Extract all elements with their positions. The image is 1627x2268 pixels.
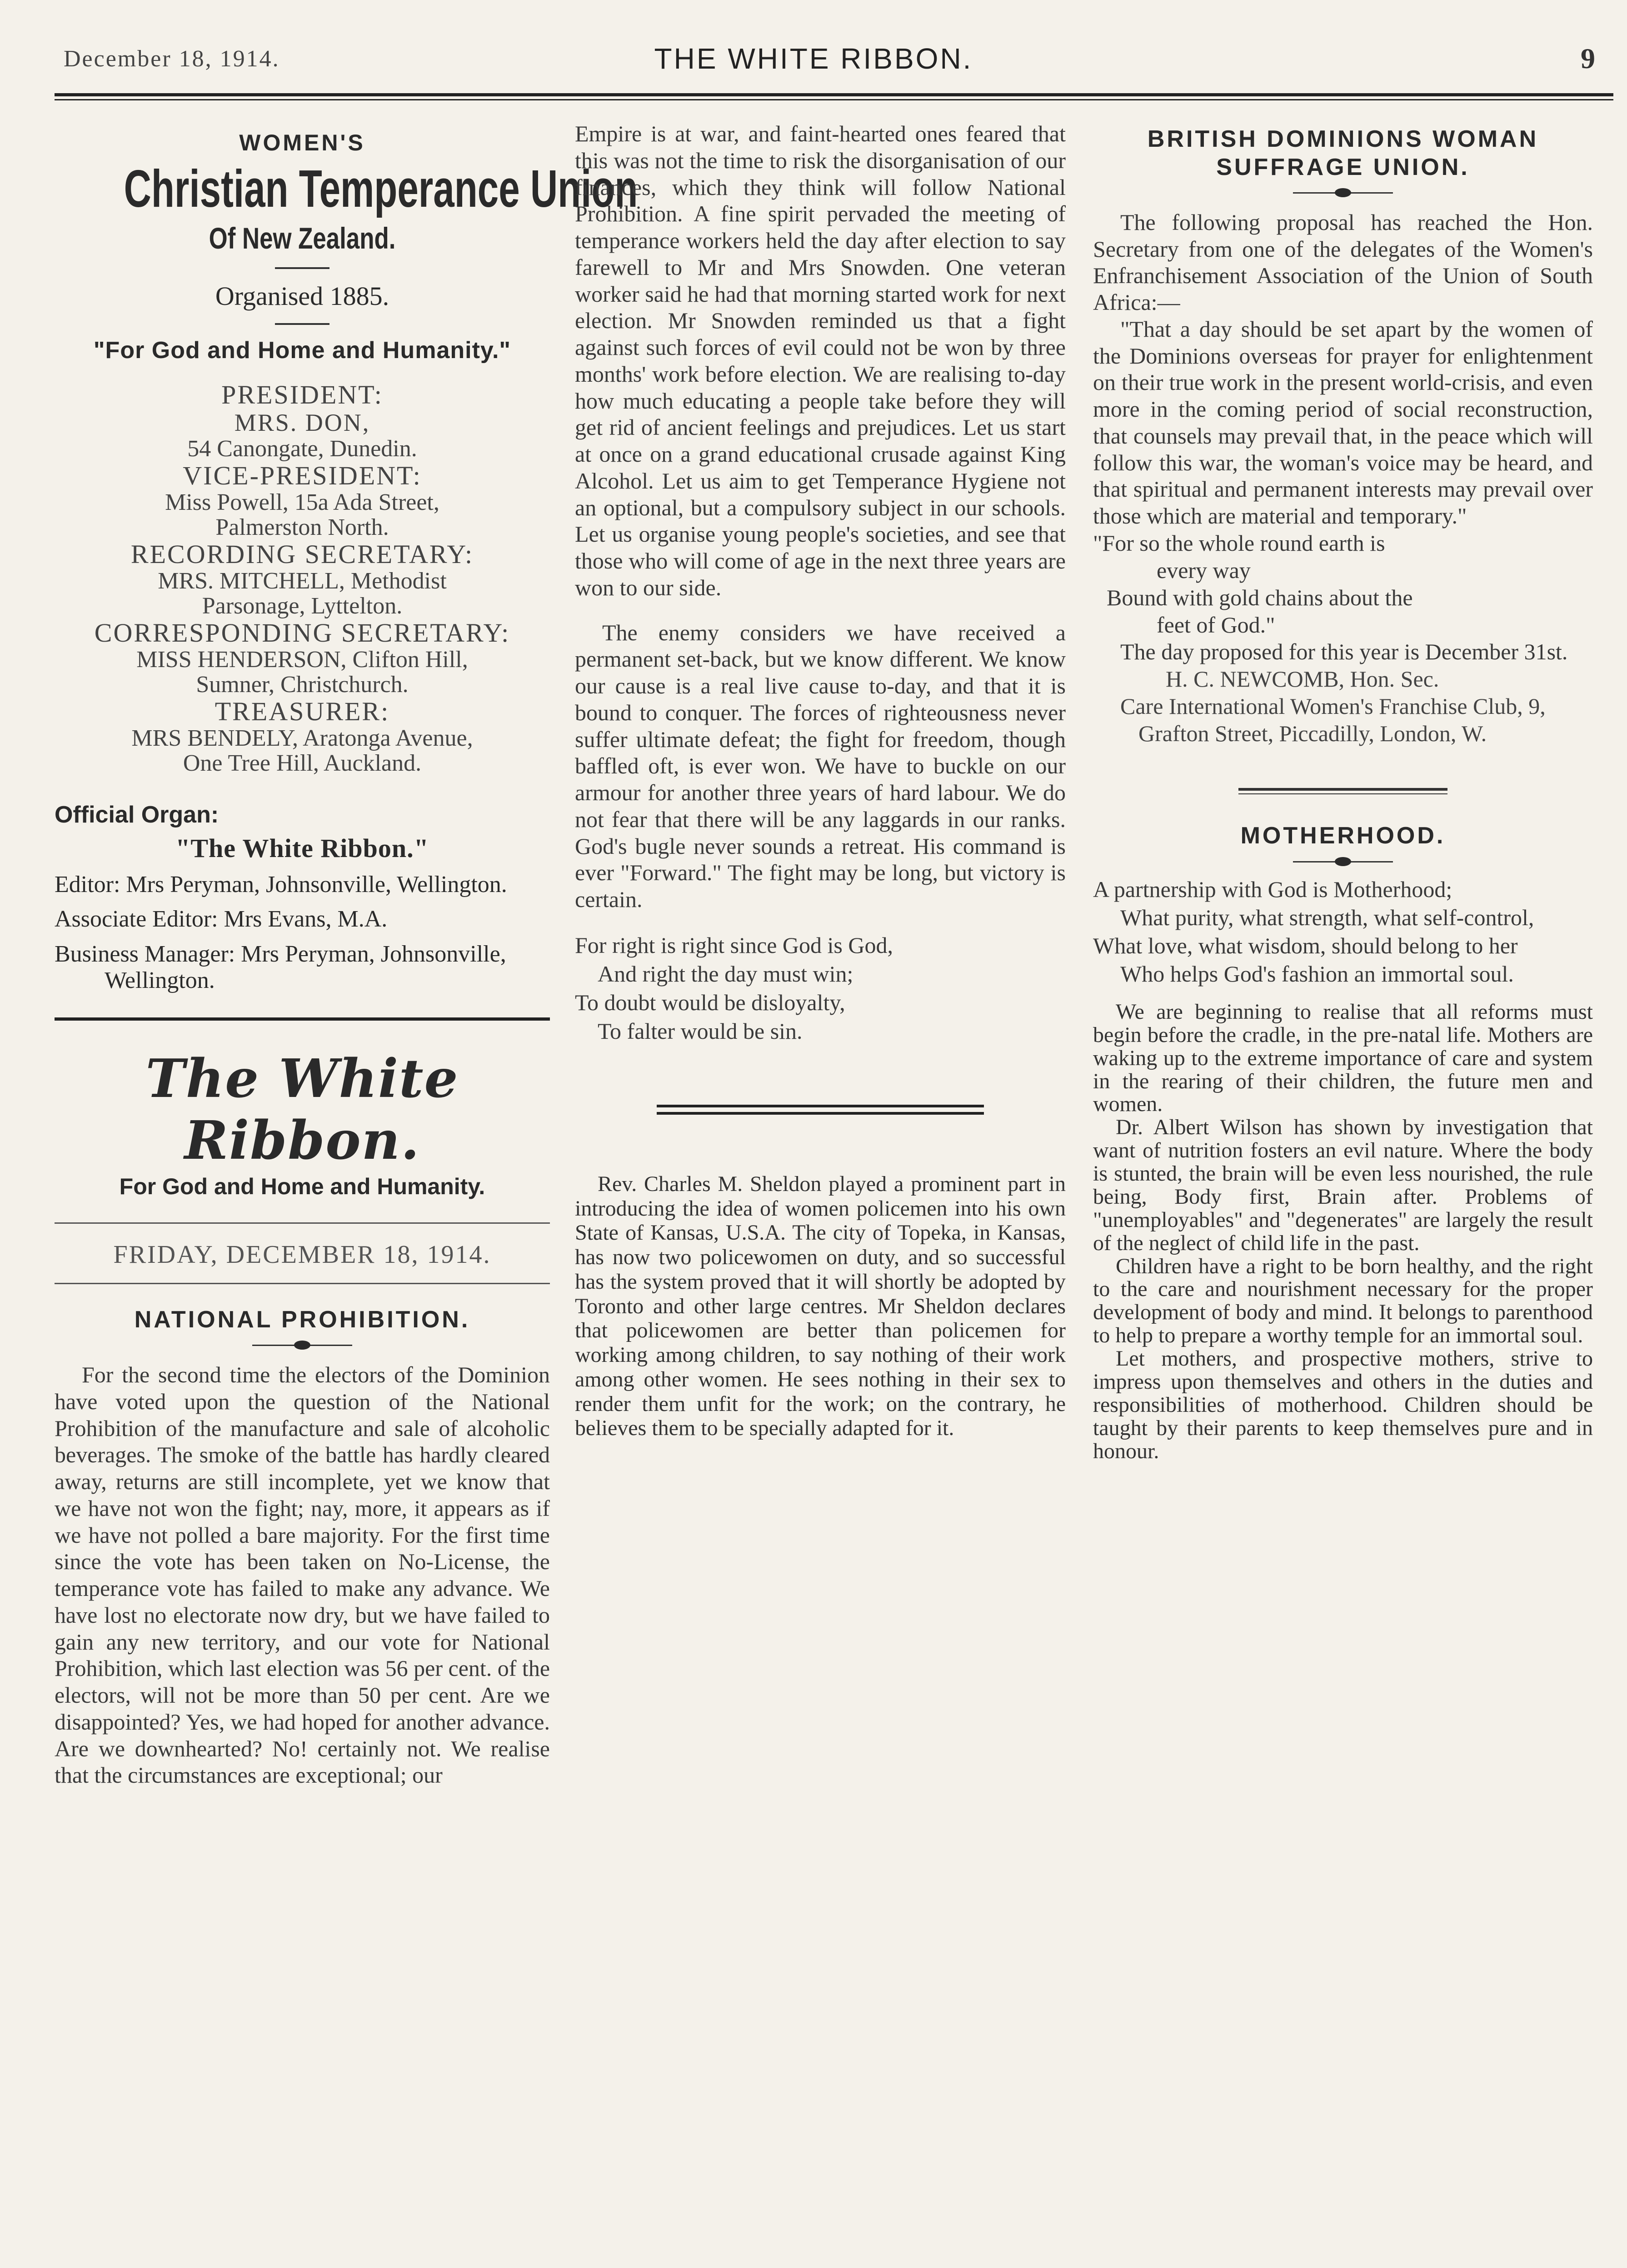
divider: [275, 267, 329, 269]
divider: [275, 323, 329, 325]
corresponding-secretary-title: CORRESPONDING SECRETARY:: [94, 618, 510, 648]
article-paragraph: The following proposal has reached the Hon. Secretary from one of the delegates of the Women's Enfranchisement Association of the Union of South Africa:—: [1093, 209, 1593, 315]
masthead-motto: For God and Home and Humanity.: [119, 1174, 485, 1200]
motherhood-title: MOTHERHOOD.: [1240, 822, 1446, 849]
article-paragraph: For the second time the electors of the Dominion have voted upon the question of the National Prohibition of the manufacture and sale of alcoholic beverages. The smoke of the battle has hardly cleared away, returns are still incomplete, yet we know that we have not won the fight; nay, more, it appears as if we have not polled a bare majority. For the first time since the vote has been taken on No-License, the temperance vote has failed to make any advance. We have lost no electorate now dry, but we have failed to gain any new territory, and our vote for National Prohibition, which last election was 56 per cent. of the electors, will not be more than 50 per cent. Are we disappointed? Yes, we had hoped for another advance. Are we downhearted? No! certainly not. We realise that the circumstances are exceptional; our: [55, 1362, 550, 1788]
article-continued: [575, 120, 1066, 913]
suffrage-date: [1093, 638, 1593, 665]
treasurer-name: MRS BENDELY, Aratonga Avenue,: [131, 725, 473, 751]
article-paragraph: Children have a right to be born healthy, and the right to the care and nourishment necessary for the proper development of body and mind. It belongs to parenthood to help to prepare a worthy temple for an immortal soul.: [1093, 1254, 1593, 1348]
treasurer-title: TREASURER:: [215, 697, 390, 727]
verse-line: To doubt would be disloyalty,: [575, 989, 845, 1015]
article-paragraph: Dr. Albert Wilson has shown by investigation that want of nutrition fosters an evil nature. Where the body is stunted, the brain will be even less nourished, the rule being, Body first, Brain after. Problems of "unemployables" and "degenerates" are largely the result of the neglect of child life in the past.: [1093, 1115, 1593, 1255]
ornament-icon: [252, 1341, 352, 1350]
official-organ-name: "The White Ribbon.": [175, 833, 429, 863]
recording-secretary-address: Parsonage, Lyttelton.: [202, 593, 403, 619]
poem-line: What purity, what strength, what self-control,: [1120, 904, 1534, 930]
divider: [55, 1283, 550, 1284]
article-paragraph: We are beginning to realise that all reforms must begin before the cradle, in the pre-natal life. Mothers are waking up to the extreme importance of care and system in the rearing of their children, the future men and women.: [1093, 999, 1593, 1117]
president-title: PRESIDENT:: [221, 380, 383, 410]
poem-line: What love, what wisdom, should belong to her: [1093, 932, 1518, 958]
suffrage-title-1: BRITISH DOMINIONS WOMAN: [1147, 126, 1539, 152]
page-number: 9: [1581, 42, 1595, 75]
issue-date: December 18, 1914.: [64, 46, 280, 72]
editor-line: Editor: Mrs Peryman, Johnsonville, Wellington.: [55, 872, 507, 898]
president-name: MRS. DON,: [234, 409, 370, 437]
article-body: [55, 1361, 550, 1789]
ornament-icon: [1293, 188, 1393, 197]
article-paragraph: "That a day should be set apart by the women of the Dominions overseas for prayer for enlightenment on their true work in the present world-crisis, and even more in the coming period of social reconstruction, that counsels may prevail that, in the peace which will follow this war, the woman's voice may be heard, and that spiritual and permanent interests may prevail over those which are material and temporary.": [1093, 316, 1593, 529]
paper-title: THE WHITE RIBBON.: [654, 42, 973, 75]
verse-line: To falter would be sin.: [598, 1018, 803, 1044]
verse-line: every way: [1157, 557, 1251, 583]
official-organ-label: Official Organ:: [55, 802, 219, 828]
treasurer-address: One Tree Hill, Auckland.: [183, 750, 422, 776]
ornament-icon: [1293, 857, 1393, 866]
masthead: The White Ribbon.: [145, 1048, 459, 1172]
motherhood-poem: [1093, 878, 1593, 985]
motherhood-body: [1093, 1001, 1593, 1463]
suffrage-body: [1093, 209, 1593, 529]
article-paragraph: Rev. Charles M. Sheldon played a prominent part in introducing the idea of women policemen into his own State of Kansas, U.S.A. The city of Topeka, in Kansas, has now two policewomen on duty, and so successful has the system proved that it will shortly be adopted by Toronto and other large centres. Mr Sheldon declares that policewomen are better than policemen for working among children, to say nothing of their work among other women. He sees nothing in their sex to render them unfit for the work; on the contrary, he believes them to be specially adapted for it.: [575, 1171, 1066, 1441]
column-2: [575, 120, 1066, 1441]
org-line-3: Of New Zealand.: [209, 221, 396, 255]
dateline: FRIDAY, DECEMBER 18, 1914.: [113, 1241, 491, 1269]
signature-address: Care International Women's Franchise Club, 9, Grafton Street, Piccadilly, London, W.: [1120, 693, 1546, 746]
org-line-1: WOMEN'S: [239, 130, 365, 155]
president-address: 54 Canongate, Dunedin.: [187, 435, 417, 462]
header-rule: [55, 93, 1613, 100]
sheldon-article: [575, 1172, 1066, 1441]
suffrage-title-2: SUFFRAGE UNION.: [1216, 154, 1470, 181]
org-line-2: Christian Temperance Union: [124, 159, 638, 218]
signature-name: H. C. NEWCOMB, Hon. Sec.: [1166, 666, 1439, 692]
verse-line: "For so the whole round earth is: [1093, 530, 1385, 556]
recording-secretary-name: MRS. MITCHELL, Methodist: [158, 568, 447, 594]
section-rule: [1238, 788, 1447, 794]
corresponding-secretary-name: MISS HENDERSON, Clifton Hill,: [136, 646, 468, 673]
verse-line: Bound with gold chains about the: [1107, 584, 1413, 610]
verse-line: And right the day must win;: [598, 961, 853, 987]
divider: [55, 1222, 550, 1224]
verse: [575, 931, 1066, 1046]
vp-address: Palmerston North.: [215, 514, 389, 540]
poem-line: A partnership with God is Motherhood;: [1093, 876, 1452, 902]
business-manager-line: Business Manager: Mrs Peryman, Johnsonville, Wellington.: [55, 941, 506, 993]
article-paragraph: The enemy considers we have received a permanent set-back, but we know different. We know our cause is a real live cause to-day, and that it is bound to conquer. The forces of righteousness never suffer ultimate defeat; the fight for freedom, though baffled oft, is ever won. We have to buckle on our armour for another three years of hard labour. We do not fear that there will be any laggards in our ranks. God's bugle never sounds a retreat. His command is ever "Forward." The fight may be long, but victory is certain.: [575, 619, 1066, 912]
article-title: NATIONAL PROHIBITION.: [134, 1306, 470, 1333]
motto: "For God and Home and Humanity.": [93, 337, 511, 364]
quote-verse: [1093, 529, 1593, 638]
poem-line: Who helps God's fashion an immortal soul.: [1120, 961, 1514, 987]
verse-line: For right is right since God is God,: [575, 932, 893, 958]
section-rule: [55, 1017, 550, 1021]
column-1: [55, 120, 638, 1789]
article-paragraph: Empire is at war, and faint-hearted ones feared that this was not the time to risk the disorganisation of our finances, which they think will follow National Prohibition. A fine spirit pervaded the meeting of temperance workers held the day after election to say farewell to Mr and Mrs Snowden. One veteran worker said he had that morning started work for next election. Mr Snowden reminded us that a fight against such forces of evil could not be won by three months' work before election. We are realising to-day how much educating a people take before they will get rid of ancient feelings and prejudices. Let us start at once on a grand educational crusade against King Alcohol. Let us aim to get Temperance Hygiene not an optional, but a compulsory subject in our schools. Let us organise young people's societies, and see that those who will come of age in the next three years are won to our side.: [575, 121, 1066, 600]
article-paragraph: The day proposed for this year is December 31st.: [1120, 638, 1568, 664]
organised-year: Organised 1885.: [215, 281, 389, 311]
recording-secretary-title: RECORDING SECRETARY:: [130, 539, 474, 569]
column-3: [1093, 120, 1593, 1463]
verse-line: feet of God.": [1157, 612, 1275, 638]
double-rule: [657, 1105, 984, 1115]
article-paragraph: Let mothers, and prospective mothers, strive to impress upon themselves and others in the duties and responsibilities of motherhood. Children should be taught by their parents to keep themselves pure and in honour.: [1093, 1346, 1593, 1463]
officers-list: [55, 380, 550, 776]
associate-editor-line: Associate Editor: Mrs Evans, M.A.: [55, 906, 388, 932]
corresponding-secretary-address: Sumner, Christchurch.: [196, 671, 409, 698]
vp-name: Miss Powell, 15a Ada Street,: [165, 489, 439, 515]
vp-title: VICE-PRESIDENT:: [183, 461, 422, 491]
